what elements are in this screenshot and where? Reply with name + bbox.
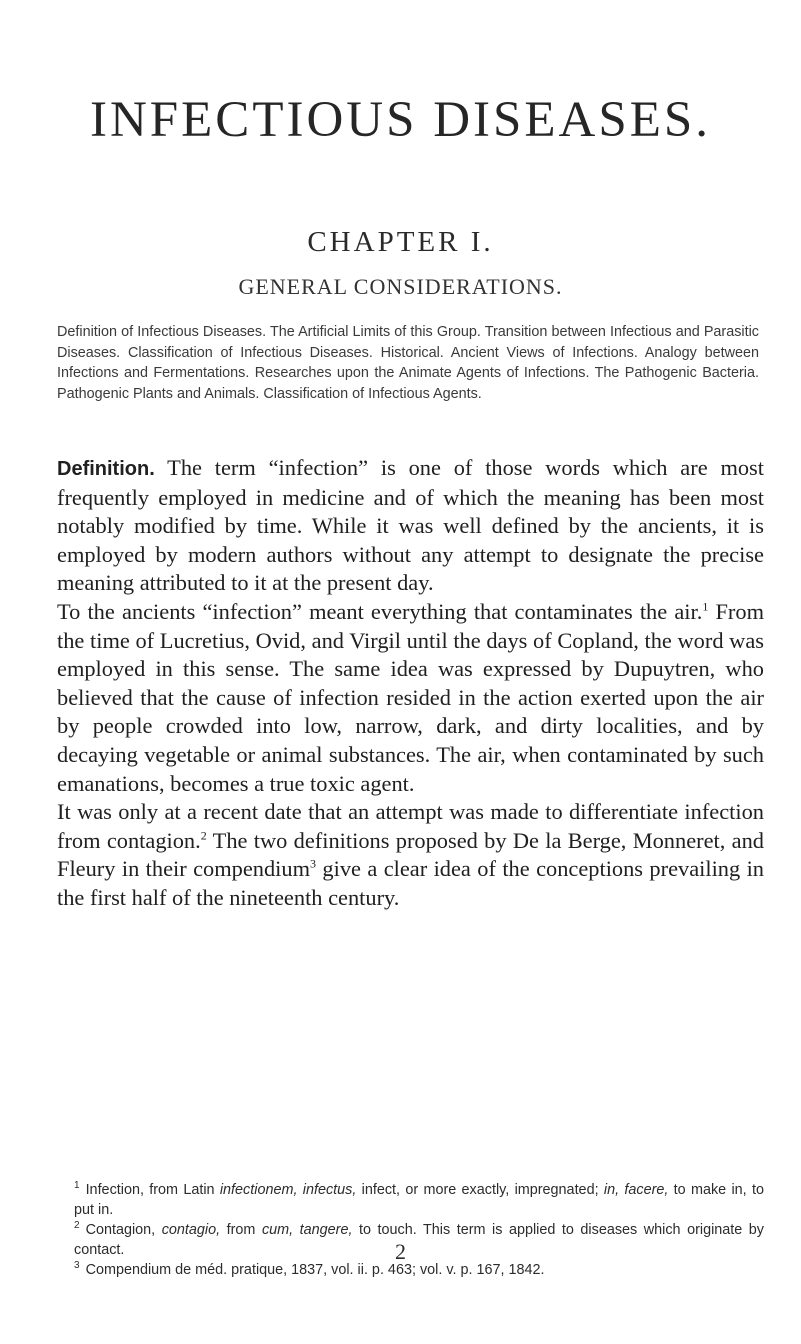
footnote-text: to make in, to put in.: [74, 1182, 764, 1218]
paragraph-ancients: [57, 598, 764, 798]
footnote-text: from: [220, 1222, 262, 1238]
footnote-italic: in, facere,: [603, 1182, 669, 1198]
footnote-ref: 1: [702, 599, 709, 614]
footnote-2: 2 Contagion, contagio, from cum, tangere, to touch. This term is applied to diseases which originate by contact.: [74, 1220, 765, 1258]
run-in-heading: Definition.: [57, 458, 155, 480]
paragraph-text: The two definitions proposed by De la Berge, Monneret, and Fleury in their compendium: [57, 827, 764, 882]
paragraph-contagion: [57, 798, 764, 912]
footnote-italic: infectionem, infectus,: [219, 1182, 357, 1198]
footnote-text: to touch. This term is applied to diseases which originate by contact.: [74, 1222, 765, 1258]
footnote-italic: cum, tangere,: [261, 1222, 353, 1238]
paragraph-definition: [57, 454, 764, 598]
chapter-heading: CHAPTER I.: [307, 226, 494, 258]
paragraph-text: It was only at a recent date that an attempt was made to differentiate infection from contagion.: [57, 799, 764, 853]
paragraph-text: give a clear idea of the conceptions prevailing in the first half of the nineteenth century.: [57, 856, 765, 910]
footnote-ref: 3: [310, 856, 317, 871]
page-number: 2: [395, 1239, 406, 1264]
footnote-text: Compendium de méd. pratique, 1837, vol. ii. p. 463; vol. v. p. 167, 1842.: [85, 1262, 545, 1278]
paragraph-text: From the time of Lucretius, Ovid, and Virgil until the days of Copland, the word was employed in this sense. The same idea was expressed by Dupuytren, who believed that the cause of infection resided in the action exerted upon the air by people crowded into low, narrow, dark, and dirty localities, and by decaying vegetable or animal substances. The air, when contaminated by such emanations, becomes a true toxic agent.: [57, 598, 764, 796]
book-title: INFECTIOUS DISEASES.: [89, 92, 712, 148]
chapter-title: GENERAL CONSIDERATIONS.: [238, 274, 563, 299]
chapter-synopsis: Definition of Infectious Diseases. The Artificial Limits of this Group. Transition between Infectious and Parasitic Diseases. Classification of Infectious Diseases. Historical. Ancient Views of Infections. Analogy between Infections and Fermentations. Researches upon the Animate Agents of Infections. The Pathogenic Bacteria. Pathogenic Plants and Animals. Classification of Infectious Agents.: [57, 324, 759, 402]
footnotes: [57, 1180, 764, 1280]
footnote-3: 3 Compendium de méd. pratique, 1837, vol. ii. p. 463; vol. v. p. 167, 1842.: [74, 1260, 545, 1278]
footnote-1: 1 Infection, from Latin infectionem, infectus, infect, or more exactly, impregnated; in, facere, to make in, to put in.: [74, 1180, 764, 1218]
footnote-text: Contagion,: [85, 1222, 162, 1238]
footnote-ref: 2: [200, 828, 207, 843]
paragraph-text: The term “infection” is one of those words which are most frequently employed in medicine and of which the meaning has been most notably modified by time. While it was well defined by the ancients, it is employed by modern authors without any attempt to designate the precise meaning attributed to it at the present day.: [57, 455, 764, 596]
footnote-text: infect, or more exactly, impregnated;: [356, 1182, 604, 1198]
paragraph-text: To the ancients “infection” meant everything that contaminates the air.: [57, 598, 703, 624]
body-text: [57, 454, 764, 913]
footnote-text: Infection, from Latin: [85, 1182, 220, 1198]
footnote-italic: contagio,: [161, 1222, 221, 1238]
